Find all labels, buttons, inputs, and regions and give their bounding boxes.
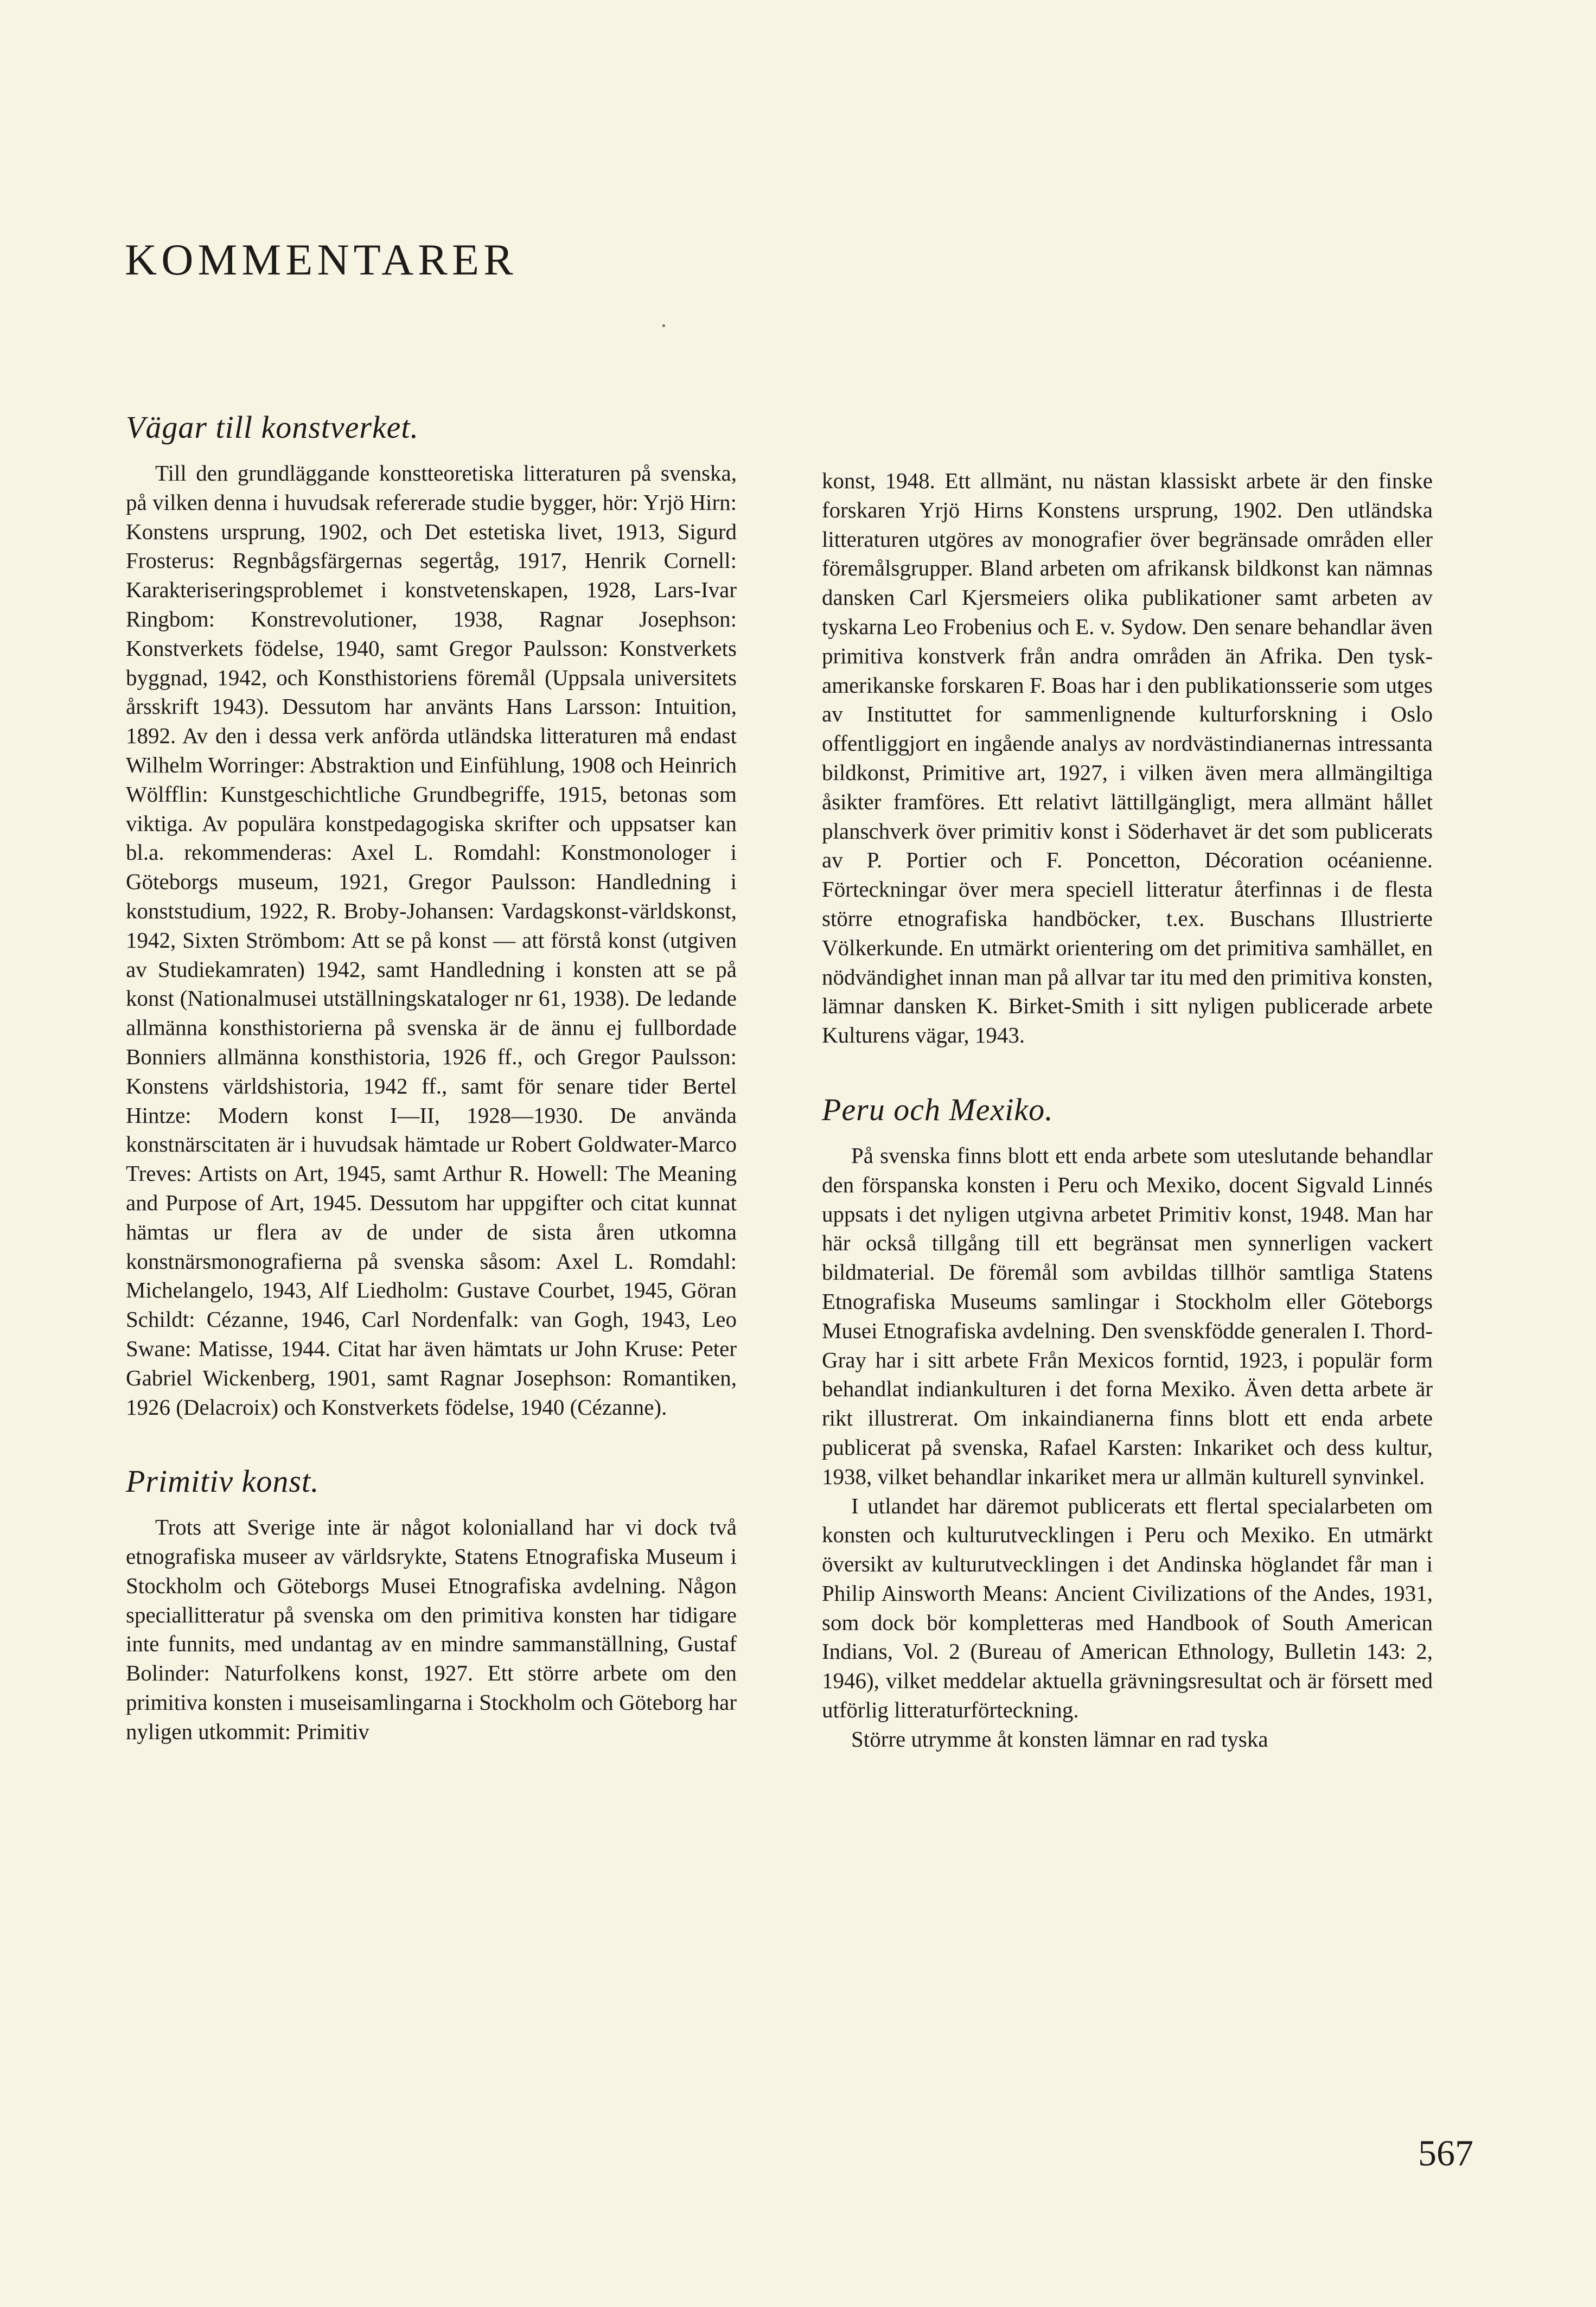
section-primitiv-konst-continued (822, 466, 1433, 1050)
right-column (822, 466, 1433, 1754)
paragraph: Trots att Sverige inte är något kolonialland har vi dock två etnografiska museer av världsrykte, Statens Etnografiska Museum i Stockholm och Göteborgs Musei Etnografiska avdelning. Någon speciallitteratur på svenska om den primitiva konsten har tidigare inte funnits, med undantag av en mindre sammanställning, Gustaf Bolinder: Naturfolkens konst, 1927. Ett större arbete om den primitiva konsten i museisamlingarna i Stockholm och Göteborg har nyligen utkommit: Primitiv (126, 1514, 737, 1744)
section-primitiv-konst (126, 1462, 737, 1746)
page-title: KOMMENTARER (125, 235, 518, 284)
section-heading: Peru och Mexiko. (822, 1091, 1054, 1127)
section-vagar-till-konstverket (126, 408, 737, 1422)
page-number: 567 (1418, 2132, 1473, 2174)
paragraph: Till den grundläggande konstteoretiska litteraturen på svenska, på vilken denna i huvudsak refererade studie bygger, hör: Yrjö Hirn: Konstens ursprung, 1902, och Det estetiska livet, 1913, Sigurd Frosterus: Regnbågsfärgernas segertåg, 1917, Henrik Cornell: Karakteriseringsproblemet i konstvetenskapen, 1928, Lars-Ivar Ringbom: Konstrevolutioner, 1938, Ragnar Josephson: Konstverkets födelse, 1940, samt Gregor Paulsson: Konstverkets byggnad, 1942, och Konsthistoriens föremål (Uppsala universitets årsskrift 1943). Dessutom har använts Hans Larsson: Intuition, 1892. Av den i dessa verk anförda utländska litteraturen må endast Wilhelm Worringer: Abstraktion und Einfühlung, 1908 och Heinrich Wölfflin: Kunstgeschichtliche Grundbegriffe, 1915, betonas som viktiga. Av populära konstpedagogiska skrifter och uppsatser kan bl.a. rekommenderas: Axel L. Romdahl: Konstmonologer i Göteborgs museum, 1921, Gregor Paulsson: Handledning i konststudium, 1922, R. Broby-Johansen: Vardagskonst-världskonst, 1942, Sixten Strömbom: Att se på konst — att förstå konst (utgiven av Studiekamraten) 1942, samt Handledning i konsten att se på konst (Nationalmusei utställningskataloger nr 61, 1938). De ledande allmänna konsthistorierna på svenska är de ännu ej fullbordade Bonniers allmänna konsthistoria, 1926 ff., och Gregor Paulsson: Konstens världshistoria, 1942 ff., samt för senare tider Bertel Hintze: Modern konst I—II, 1928—1930. De använda konstnärscitaten är i huvudsak hämtade ur Robert Goldwater-Marco Treves: Artists on Art, 1945, samt Arthur R. Howell: The Meaning and Purpose of Art, 1945. Dessutom har uppgifter och citat kunnat hämtas ur flera av de under de sista åren utkomna konstnärsmonografierna på svenska såsom: Axel L. Romdahl: Michelangelo, 1943, Alf Liedholm: Gustave Courbet, 1945, Göran Schildt: Cézanne, 1946, Carl Nordenfalk: van Gogh, 1943, Leo Swane: Matisse, 1944. Citat har även hämtats ur John Kruse: Peter Gabriel Wickenberg, 1901, samt Ragnar Josephson: Romantiken, 1926 (Delacroix) och Konstverkets födelse, 1940 (Cézanne). (126, 461, 737, 1420)
print-speck (662, 324, 665, 327)
section-heading: Vägar till konstverket. (126, 410, 419, 445)
paragraph: På svenska finns blott ett enda arbete som uteslutande behandlar den förspanska konsten i Peru och Mexiko, docent Sigvald Linnés uppsats i det nyligen utgivna arbetet Primitiv konst, 1948. Man har här också tillgång till ett begränsat men synnerligen vackert bildmaterial. De föremål som avbildas tillhör samtliga Statens Etnografiska Museums samlingar i Stockholm eller Göteborgs Musei Etnografiska avdelning. Den svenskfödde generalen I. Thord-Gray har i sitt arbete Från Mexicos forntid, 1923, i populär form behandlat indiankulturen i det forna Mexiko. Även detta arbete är rikt illustrerat. Om inkaindianerna finns blott ett enda arbete publicerat på svenska, Rafael Karsten: Inkariket och dess kultur, 1938, vilket behandlar inkariket mera ur allmän kulturell synvinkel. (822, 1142, 1433, 1489)
section-peru-och-mexiko (822, 1090, 1433, 1754)
left-column (126, 408, 737, 1747)
section-heading: Primitiv konst. (126, 1464, 320, 1499)
paragraph: Större utrymme åt konsten lämnar en rad tyska (851, 1726, 1268, 1752)
paragraph: konst, 1948. Ett allmänt, nu nästan klassiskt arbete är den finske forskaren Yrjö Hirns Konstens ursprung, 1902. Den utländska litteraturen utgöres av monografier över begränsade områden eller föremålsgrupper. Bland arbeten om afrikansk bildkonst kan nämnas dansken Carl Kjersmeiers olika publikationer samt arbeten av tyskarna Leo Frobenius och E. v. Sydow. Den senare behandlar även primitiva konstverk från andra områden än Afrika. Den tysk-amerikanske forskaren F. Boas har i den publikationsserie som utges av Instituttet for sammenlignende kulturforskning i Oslo offentliggjort en ingående analys av nordvästindianernas intressanta bildkonst, Primitive art, 1927, i vilken även mera allmängiltiga åsikter framföres. Ett relativt lättillgängligt, mera allmänt hållet planschverk över primitiv konst i Söderhavet är det som publicerats av P. Portier och F. Poncetton, Décoration océanienne. Förteckningar över mera speciell litteratur återfinnas i de flesta större etnografiska handböcker, t.ex. Buschans Illustrierte Völkerkunde. En utmärkt orientering om det primitiva samhället, en nödvändighet innan man på allvar tar itu med den primitiva konsten, lämnar dansken K. Birket-Smith i sitt nyligen publicerade arbete Kulturens vägar, 1943. (822, 468, 1433, 1048)
paragraph: I utlandet har däremot publicerats ett flertal specialarbeten om konsten och kulturutvecklingen i Peru och Mexiko. En utmärkt översikt av kulturutvecklingen i det Andinska höglandet får man i Philip Ainsworth Means: Ancient Civilizations of the Andes, 1931, som dock bör kompletteras med Handbook of South American Indians, Vol. 2 (Bureau of American Ethnology, Bulletin 143: 2, 1946), vilket meddelar aktuella grävningsresultat och är försett med utförlig litteraturförteckning. (822, 1493, 1433, 1723)
